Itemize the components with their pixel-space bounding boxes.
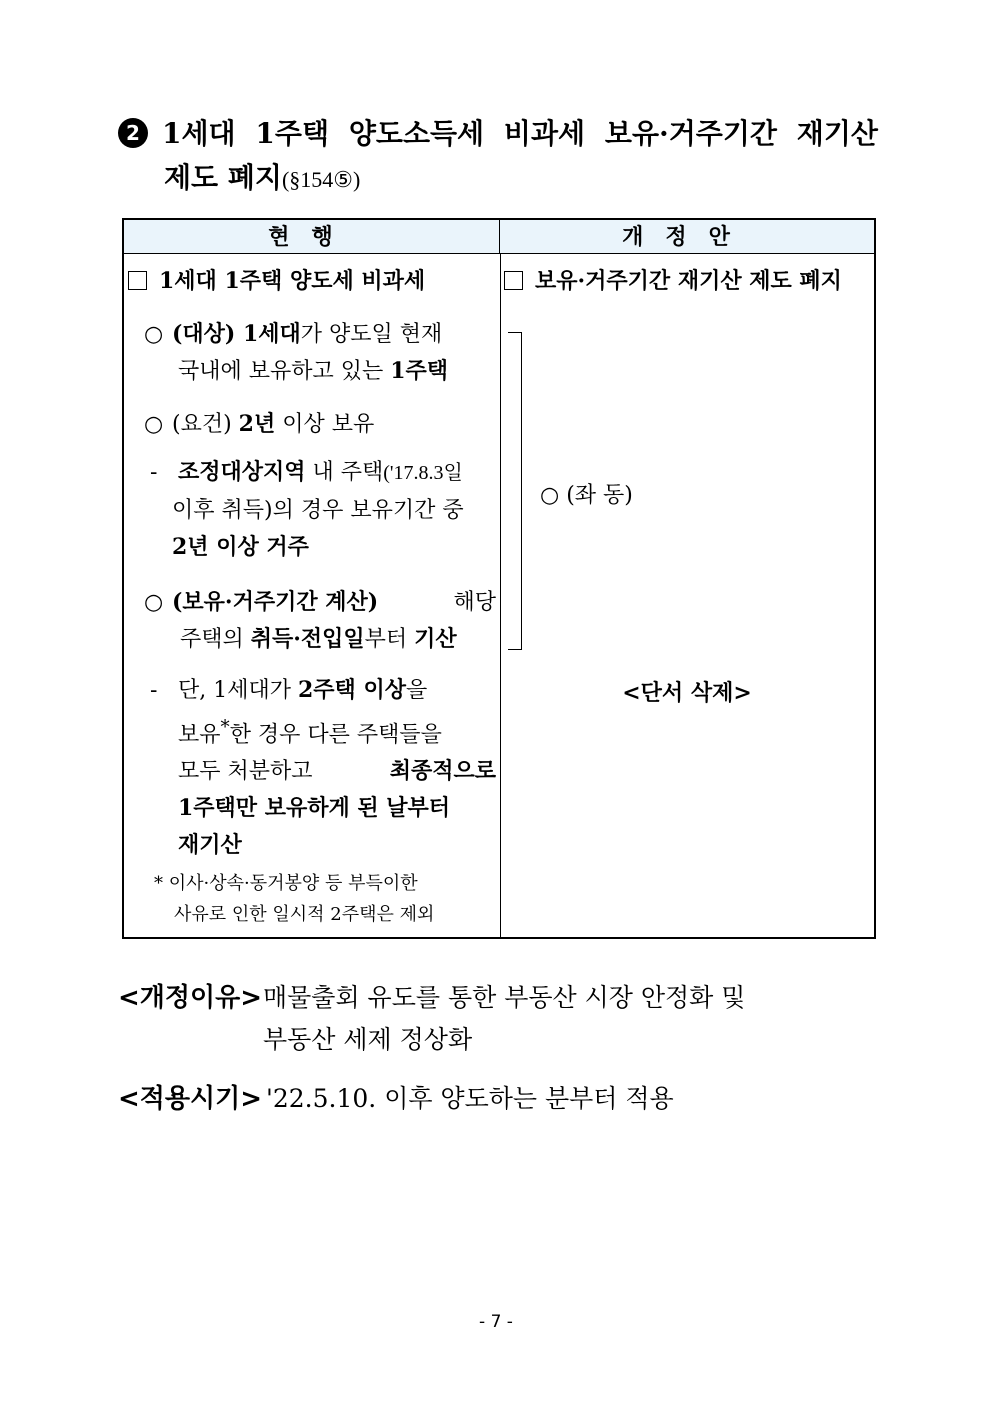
- bracket-line: [508, 332, 522, 650]
- item-text: (요건): [172, 412, 239, 437]
- item-text: 보유: [178, 722, 221, 748]
- proviso-deleted: <단서 삭제>: [622, 680, 752, 706]
- heading-word: 비과세: [503, 117, 586, 150]
- item-text: 한 경우 다른 주택들을: [229, 722, 442, 748]
- bold-text: 재기산: [178, 832, 242, 859]
- bold-text: 1주택: [390, 358, 449, 384]
- apply-text: '22.5.10. 이후 양도하는 분부터 적용: [266, 1084, 674, 1113]
- header-revised: 개정안: [500, 220, 874, 254]
- bold-text: 2년 이상 거주: [172, 534, 309, 560]
- circle-bullet-icon: ○: [144, 590, 164, 615]
- column-divider: [500, 254, 501, 937]
- dash-bullet-icon: -: [150, 678, 158, 703]
- bold-text: 취득·전입일: [250, 626, 365, 652]
- item-text: 국내에 보유하고 있는: [178, 359, 391, 384]
- heading-word: 재기산: [796, 117, 878, 150]
- footnote-line: 사유로 인한 일시적 2주택은 제외: [174, 904, 435, 925]
- footnote: [154, 868, 484, 930]
- item-text: 해당: [453, 590, 496, 615]
- apply-label: <적용시기>: [118, 1084, 263, 1114]
- checkbox-square-icon: [128, 271, 147, 290]
- heading-ref: (§154⑤): [281, 167, 361, 192]
- current-item-requirement: [144, 406, 474, 443]
- heading-word: 1주택: [255, 117, 330, 150]
- item-text: 부터: [364, 627, 415, 652]
- item-text: 가 양도일 현재: [300, 322, 443, 347]
- header-current: 현행: [124, 220, 500, 254]
- item-text: 주택의: [180, 627, 251, 652]
- circle-bullet-icon: ○: [144, 412, 164, 437]
- bold-text: (대상) 1세대: [172, 321, 301, 347]
- current-title: [128, 266, 425, 296]
- item-text: 을: [405, 678, 428, 703]
- dash-bullet-icon: -: [150, 460, 158, 485]
- heading-word: 양도소득세: [348, 117, 485, 150]
- bold-text: 2년: [238, 411, 276, 437]
- current-title-text: 1세대 1주택 양도세 비과세: [159, 268, 426, 294]
- revision-reason: [118, 977, 745, 1061]
- bold-text: 1주택만 보유하게 된 날부터: [178, 795, 451, 822]
- section-heading: [118, 112, 878, 202]
- heading-word: 보유·거주기간: [604, 117, 777, 150]
- current-item-target: [144, 316, 474, 390]
- circle-bullet-icon: ○: [144, 322, 164, 347]
- item-text: 이후 취득)의 경우 보유기간 중: [172, 498, 464, 523]
- heading-line1: [118, 112, 878, 156]
- footnote-line: * 이사·상속·동거봉양 등 부득이한: [154, 873, 418, 894]
- bold-text: (보유·거주기간 계산): [172, 589, 379, 615]
- current-item-calculation: [144, 584, 496, 658]
- heading-word: 1세대: [162, 117, 236, 150]
- reason-text: 부동산 세제 정상화: [263, 1025, 473, 1054]
- item-text: 모두 처분하고: [178, 759, 313, 785]
- bold-text: 최종적으로: [389, 758, 496, 785]
- reason-text: 매물출회 유도를 통한 부동산 시장 안정화 및: [263, 983, 746, 1012]
- current-item-adjusted-area: [150, 454, 496, 566]
- current-item-proviso: [150, 672, 496, 864]
- bold-text: 기산: [414, 626, 457, 652]
- item-text: 단, 1세대가: [178, 678, 298, 703]
- checkbox-square-icon: [504, 271, 523, 290]
- revised-title: [504, 266, 842, 296]
- revised-title-text: 보유·거주기간 재기산 제도 폐지: [535, 268, 842, 294]
- bold-text: 2주택 이상: [298, 677, 406, 703]
- heading-line2-text: 제도 폐지: [164, 161, 282, 194]
- same-as-left: ○ (좌 동): [540, 483, 633, 508]
- application-period: [118, 1078, 674, 1120]
- heading-line2: [118, 156, 878, 202]
- item-text: ('17.8.3일: [383, 462, 463, 484]
- footnote-mark: *: [220, 717, 230, 738]
- item-text: 내 주택: [305, 460, 384, 485]
- heading-start: [118, 112, 236, 156]
- comparison-table: [122, 218, 876, 939]
- item-text: 이상 보유: [275, 412, 375, 437]
- heading-number-icon: 2: [118, 118, 148, 148]
- page-number: - 7 -: [479, 1312, 513, 1332]
- bold-text: 조정대상지역: [178, 459, 306, 485]
- reason-label: <개정이유>: [118, 983, 263, 1013]
